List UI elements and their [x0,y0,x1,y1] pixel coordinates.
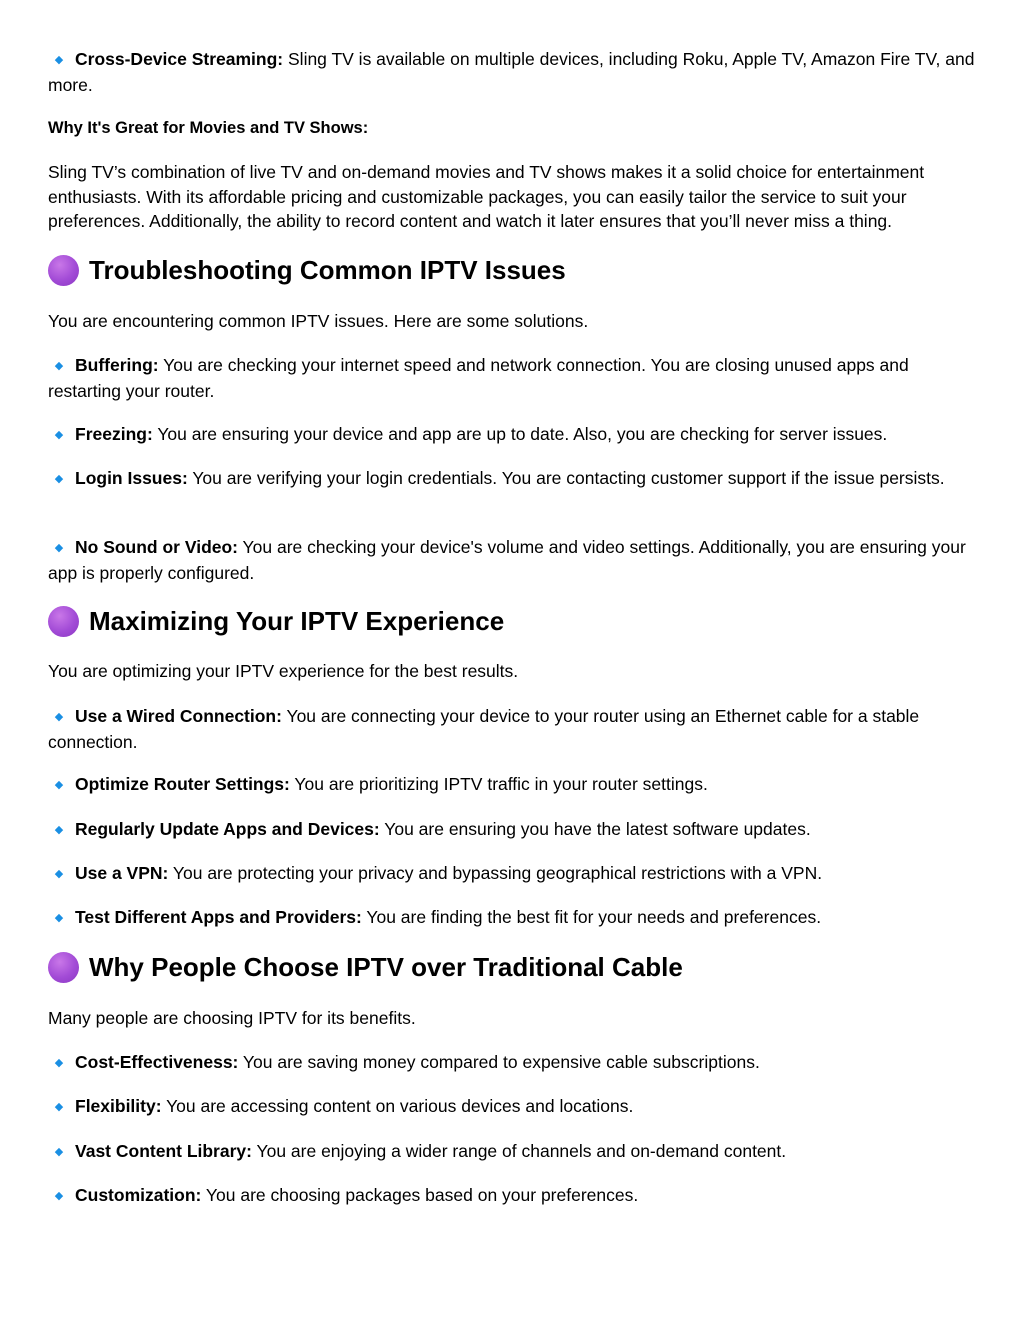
section-intro: You are encountering common IPTV issues. Here are some solutions. [48,311,589,331]
blue-diamond-icon: ◆ [54,54,64,66]
item-term: Buffering: [75,355,159,375]
item-term: Login Issues: [75,468,188,488]
section-heading-text: Troubleshooting Common IPTV Issues [89,255,566,285]
list-item [48,905,976,931]
item-text: You are enjoying a wider range of channels and on-demand content. [251,1141,787,1161]
list-item [48,422,976,448]
item-text: You are protecting your privacy and bypassing geographical restrictions with a VPN. [168,863,823,883]
subheading: Why It's Great for Movies and TV Shows: [48,119,369,137]
list-item [48,535,976,585]
item-term: Regularly Update Apps and Devices: [75,819,380,839]
blue-diamond-icon: ◆ [54,1190,64,1202]
item-text: You are choosing packages based on your preferences. [201,1185,639,1205]
item-term: Cost-Effectiveness: [75,1052,239,1072]
item-text: You are finding the best fit for your needs and preferences. [361,907,822,927]
item-text: You are prioritizing IPTV traffic in your router settings. [289,774,708,794]
section-heading [48,605,504,637]
item-text: You are saving money compared to expensive cable subscriptions. [238,1052,760,1072]
blue-diamond-icon: ◆ [54,711,64,723]
list-item [48,47,976,97]
item-term: Cross-Device Streaming: [75,49,284,69]
blue-diamond-icon: ◆ [54,429,64,441]
item-term: No Sound or Video: [75,537,239,557]
blue-diamond-icon: ◆ [54,824,64,836]
purple-circle-icon [48,606,79,637]
list-item [48,466,976,492]
blue-diamond-icon: ◆ [54,912,64,924]
list-item [48,1139,976,1165]
paragraph: Sling TV’s combination of live TV and on-demand movies and TV shows makes it a solid choice for entertainment enthusiasts. With its affordable pricing and customizable packages, you can easily tailor the service to suit your preferences. Additionally, the ability to record content and watch it later ensures that you’ll never miss a thing. [48,162,925,231]
section-heading [48,254,566,286]
section-heading [48,951,683,983]
list-item [48,861,976,887]
purple-circle-icon [48,255,79,286]
item-text: You are ensuring your device and app are up to date. Also, you are checking for server issues. [152,424,888,444]
blue-diamond-icon: ◆ [54,473,64,485]
blue-diamond-icon: ◆ [54,1057,64,1069]
item-text: You are accessing content on various devices and locations. [161,1096,634,1116]
item-text: You are verifying your login credentials. You are contacting customer support if the issue persists. [187,468,945,488]
item-text: Sling TV is available on multiple devices, including Roku, Apple TV, Amazon Fire TV, and more. [48,49,975,95]
item-term: Test Different Apps and Providers: [75,907,362,927]
list-item [48,1183,976,1209]
item-text: You are checking your device's volume and video settings. Additionally, you are ensuring your app is properly configured. [48,537,966,583]
list-item [48,1050,976,1076]
item-term: Freezing: [75,424,153,444]
list-item [48,817,976,843]
item-text: You are ensuring you have the latest software updates. [379,819,811,839]
item-term: Vast Content Library: [75,1141,252,1161]
item-term: Flexibility: [75,1096,162,1116]
blue-diamond-icon: ◆ [54,779,64,791]
section-intro: You are optimizing your IPTV experience for the best results. [48,661,519,681]
section-heading-text: Maximizing Your IPTV Experience [89,606,505,636]
item-term: Use a Wired Connection: [75,706,282,726]
blue-diamond-icon: ◆ [54,542,64,554]
blue-diamond-icon: ◆ [54,868,64,880]
item-term: Optimize Router Settings: [75,774,290,794]
list-item [48,704,976,754]
section-intro: Many people are choosing IPTV for its benefits. [48,1008,416,1028]
item-text: You are connecting your device to your router using an Ethernet cable for a stable connection. [48,706,920,752]
purple-circle-icon [48,952,79,983]
list-item [48,772,976,798]
item-term: Customization: [75,1185,202,1205]
list-item [48,353,976,403]
item-term: Use a VPN: [75,863,169,883]
item-text: You are checking your internet speed and network connection. You are closing unused apps and restarting your router. [48,355,909,401]
list-item [48,1094,976,1120]
blue-diamond-icon: ◆ [54,360,64,372]
section-heading-text: Why People Choose IPTV over Traditional Cable [89,952,683,982]
blue-diamond-icon: ◆ [54,1146,64,1158]
blue-diamond-icon: ◆ [54,1101,64,1113]
